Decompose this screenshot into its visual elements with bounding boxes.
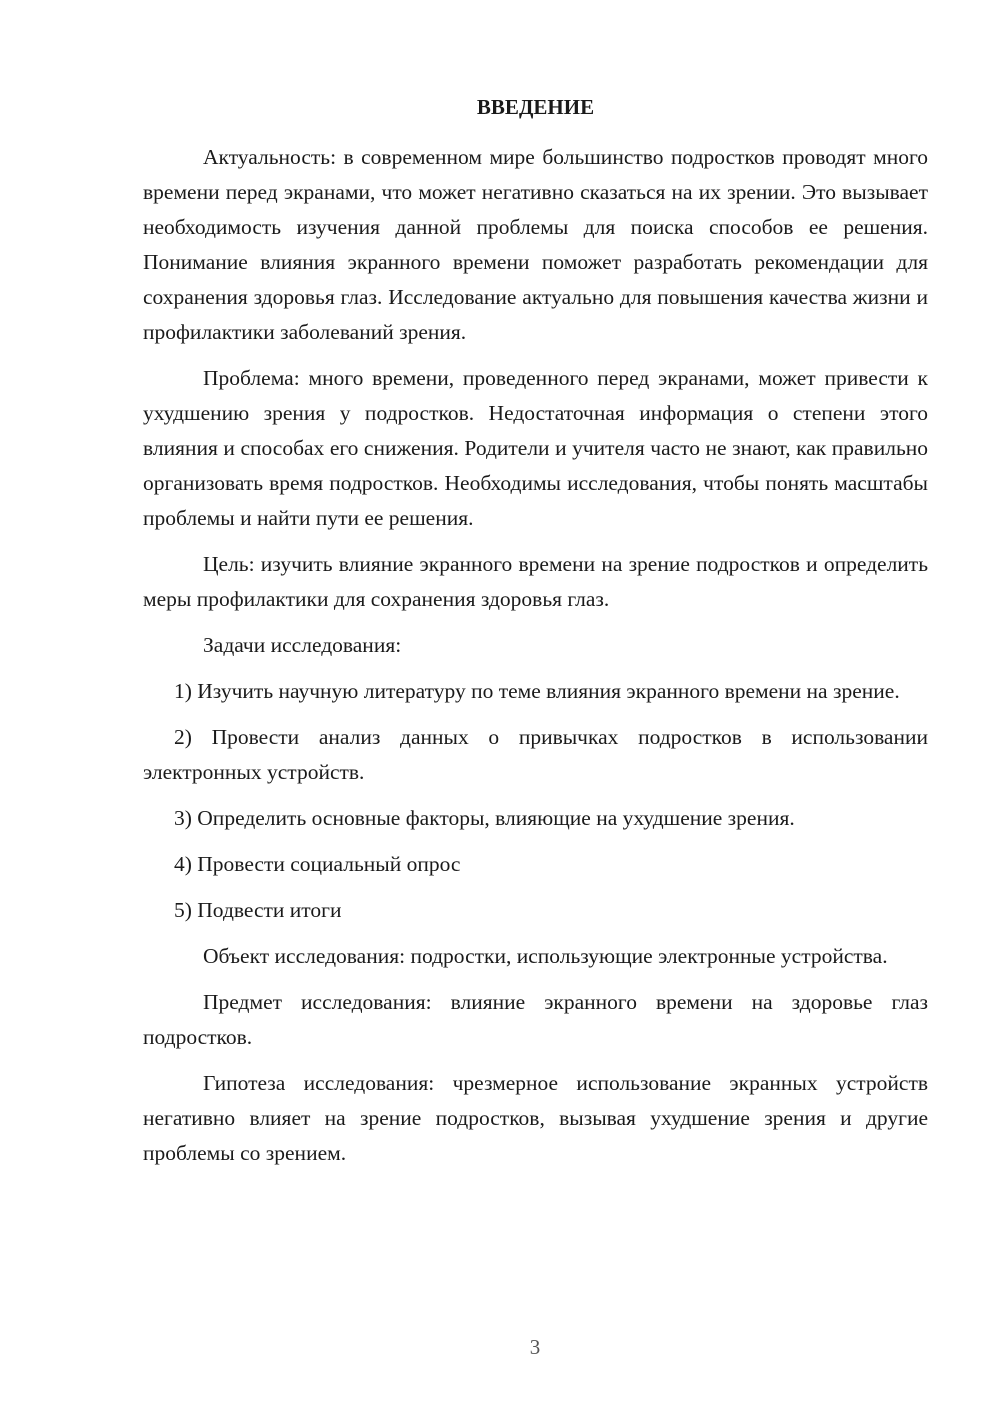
tasks-heading: Задачи исследования: (203, 633, 402, 657)
paragraph-goal: Цель: изучить влияние экранного времени на зрение подростков и определить меры профилактики для сохранения здоровья глаз. (143, 552, 928, 611)
page-number: 3 (529, 1335, 541, 1359)
task-item: 1) Изучить научную литературу по теме влияния экранного времени на зрение. (174, 679, 900, 703)
paragraph-hypothesis: Гипотеза исследования: чрезмерное использование экранных устройств негативно влияет на зрение подростков, вызывая ухудшение зрения и другие проблемы со зрением. (143, 1071, 928, 1165)
task-item: 5) Подвести итоги (174, 898, 342, 922)
task-item: 4) Провести социальный опрос (174, 852, 461, 876)
task-item: 2) Провести анализ данных о привычках подростков в использовании электронных устройств. (143, 725, 928, 784)
document-page (143, 92, 928, 1182)
section-title: ВВЕДЕНИЕ (476, 95, 595, 119)
paragraph-object: Объект исследования: подростки, использующие электронные устройства. (203, 944, 888, 968)
paragraph-relevance: Актуальность: в современном мире большинство подростков проводят много времени перед экранами, что может негативно сказаться на их зрении. Это вызывает необходимость изучения данной проблемы для поиска способов ее решения. Понимание влияния экранного времени поможет разработать рекомендации для сохранения здоровья глаз. Исследование актуально для повышения качества жизни и профилактики заболеваний зрения. (143, 145, 928, 344)
paragraph-subject: Предмет исследования: влияние экранного времени на здоровье глаз подростков. (143, 990, 928, 1049)
task-item: 3) Определить основные факторы, влияющие на ухудшение зрения. (174, 806, 795, 830)
paragraph-problem: Проблема: много времени, проведенного перед экранами, может привести к ухудшению зрения у подростков. Недостаточная информация о степени этого влияния и способах его снижения. Родители и учителя часто не знают, как правильно организовать время подростков. Необходимы исследования, чтобы понять масштабы проблемы и найти пути ее решения. (143, 366, 928, 530)
